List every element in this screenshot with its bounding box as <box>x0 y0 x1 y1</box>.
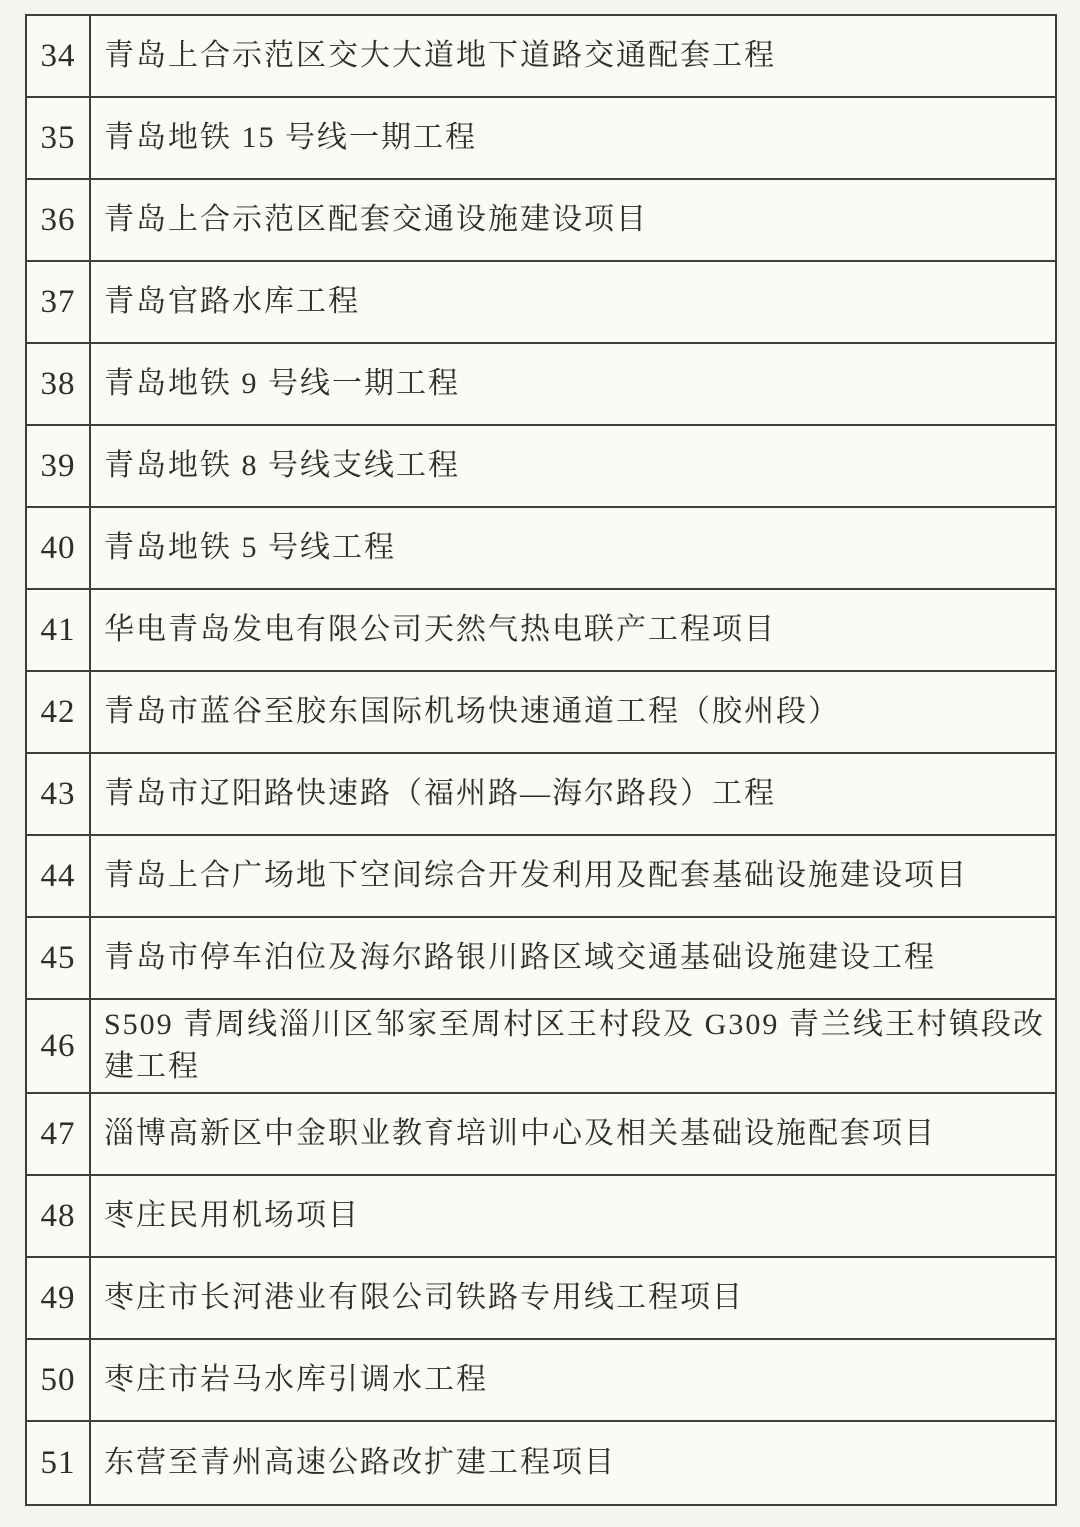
project-name-cell: 枣庄市长河港业有限公司铁路专用线工程项目 <box>104 1281 744 1314</box>
project-name-cell: 青岛地铁 9 号线一期工程 <box>104 367 460 400</box>
project-name-cell: 青岛上合示范区配套交通设施建设项目 <box>104 203 648 236</box>
row-number-cell: 39 <box>27 426 91 506</box>
project-name-cell: 华电青岛发电有限公司天然气热电联产工程项目 <box>104 613 776 646</box>
project-name-cell: 青岛地铁 8 号线支线工程 <box>104 449 460 482</box>
project-name-cell: 东营至青州高速公路改扩建工程项目 <box>104 1446 616 1479</box>
table-row <box>27 1094 1055 1176</box>
project-name-cell: 枣庄民用机场项目 <box>104 1199 360 1232</box>
row-number-cell: 48 <box>27 1176 91 1256</box>
project-name-cell: 枣庄市岩马水库引调水工程 <box>104 1363 488 1396</box>
project-name-cell: 淄博高新区中金职业教育培训中心及相关基础设施配套项目 <box>104 1117 936 1150</box>
table-row <box>27 918 1055 1000</box>
table-row <box>27 16 1055 98</box>
row-number-cell: 38 <box>27 344 91 424</box>
project-name-cell: 青岛官路水库工程 <box>104 285 360 318</box>
table-row <box>27 98 1055 180</box>
row-number-cell: 51 <box>27 1422 91 1504</box>
row-number-cell: 49 <box>27 1258 91 1338</box>
table-row <box>27 1340 1055 1422</box>
row-number-cell: 50 <box>27 1340 91 1420</box>
row-number-cell: 35 <box>27 98 91 178</box>
table-row <box>27 672 1055 754</box>
table-row <box>27 180 1055 262</box>
row-number-cell: 44 <box>27 836 91 916</box>
row-number-cell: 41 <box>27 590 91 670</box>
row-number-cell: 36 <box>27 180 91 260</box>
table-row <box>27 262 1055 344</box>
project-name-cell: 青岛上合广场地下空间综合开发利用及配套基础设施建设项目 <box>104 859 968 892</box>
table-row <box>27 426 1055 508</box>
project-name-cell: 青岛市停车泊位及海尔路银川路区域交通基础设施建设工程 <box>104 941 936 974</box>
row-number-cell: 47 <box>27 1094 91 1174</box>
row-number-cell: 34 <box>27 16 91 96</box>
table-row <box>27 508 1055 590</box>
table-row <box>27 754 1055 836</box>
row-number-cell: 40 <box>27 508 91 588</box>
row-number-cell: 45 <box>27 918 91 998</box>
row-number-cell: 43 <box>27 754 91 834</box>
table-row <box>27 1258 1055 1340</box>
row-number-cell: 42 <box>27 672 91 752</box>
project-name-cell: 青岛地铁 5 号线工程 <box>104 531 396 564</box>
project-name-cell: 青岛地铁 15 号线一期工程 <box>104 121 477 154</box>
project-table <box>25 14 1057 1506</box>
project-name-cell: 青岛市辽阳路快速路（福州路—海尔路段）工程 <box>104 777 776 810</box>
table-row <box>27 1000 1055 1094</box>
project-name-cell: S509 青周线淄川区邹家至周村区王村段及 G309 青兰线王村镇段改建工程 <box>104 1008 1045 1083</box>
project-name-cell: 青岛市蓝谷至胶东国际机场快速通道工程（胶州段） <box>104 695 840 728</box>
table-row <box>27 1176 1055 1258</box>
row-number-cell: 46 <box>27 1000 91 1092</box>
table-row <box>27 836 1055 918</box>
table-row <box>27 1422 1055 1504</box>
project-name-cell: 青岛上合示范区交大大道地下道路交通配套工程 <box>104 39 776 72</box>
table-row <box>27 344 1055 426</box>
row-number-cell: 37 <box>27 262 91 342</box>
table-row <box>27 590 1055 672</box>
